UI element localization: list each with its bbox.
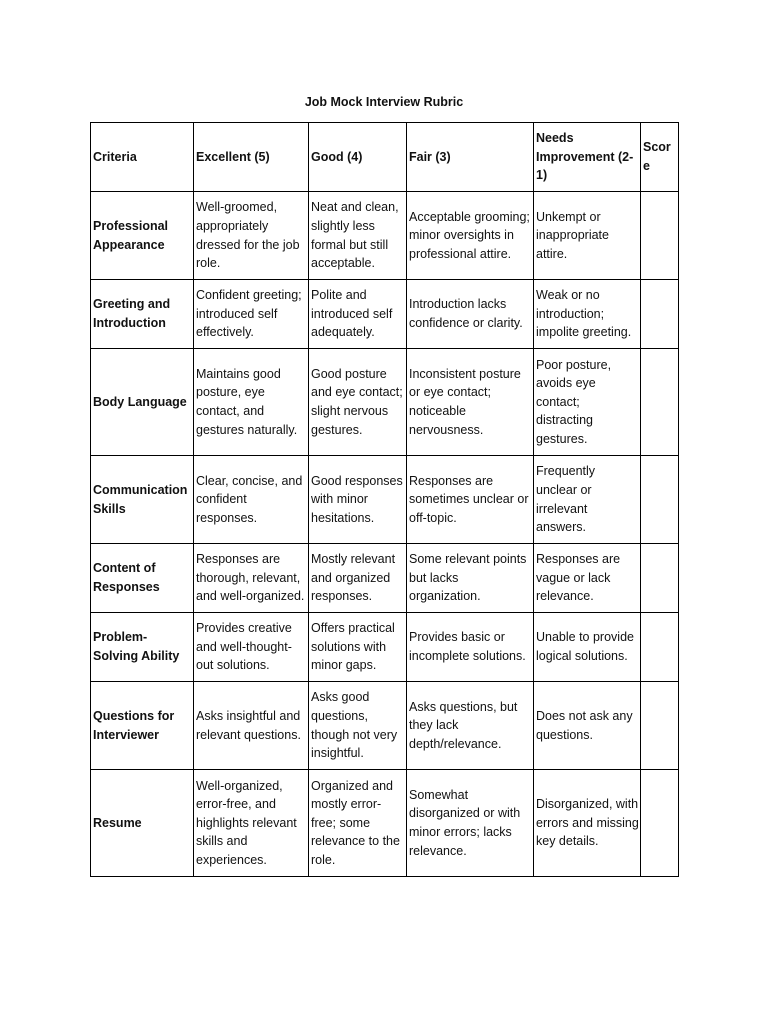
fair-cell: Some relevant points but lacks organization.: [407, 544, 534, 613]
table-header-row: [91, 123, 679, 192]
excellent-cell: Clear, concise, and confident responses.: [194, 456, 309, 544]
excellent-cell: Confident greeting; introduced self effectively.: [194, 280, 309, 349]
criterion-cell: Greeting and Introduction: [91, 280, 194, 349]
fair-cell: Asks questions, but they lack depth/relevance.: [407, 682, 534, 770]
excellent-cell: Maintains good posture, eye contact, and gestures naturally.: [194, 349, 309, 456]
table-row: [91, 280, 679, 349]
score-cell[interactable]: [641, 682, 679, 770]
table-row: [91, 544, 679, 613]
excellent-cell: Well-organized, error-free, and highlights relevant skills and experiences.: [194, 770, 309, 877]
table-row: [91, 682, 679, 770]
fair-cell: Introduction lacks confidence or clarity.: [407, 280, 534, 349]
table-row: [91, 770, 679, 877]
score-cell[interactable]: [641, 613, 679, 682]
good-cell: Polite and introduced self adequately.: [309, 280, 407, 349]
needs-improvement-cell: Responses are vague or lack relevance.: [534, 544, 641, 613]
criterion-cell: Communication Skills: [91, 456, 194, 544]
table-row: [91, 613, 679, 682]
score-cell[interactable]: [641, 456, 679, 544]
needs-improvement-cell: Disorganized, with errors and missing key details.: [534, 770, 641, 877]
table-row: [91, 456, 679, 544]
header-good: Good (4): [309, 123, 407, 192]
needs-improvement-cell: Poor posture, avoids eye contact; distracting gestures.: [534, 349, 641, 456]
criterion-cell: Resume: [91, 770, 194, 877]
rubric-table: [90, 122, 679, 877]
good-cell: Asks good questions, though not very insightful.: [309, 682, 407, 770]
score-cell[interactable]: [641, 192, 679, 280]
score-cell[interactable]: [641, 349, 679, 456]
header-fair: Fair (3): [407, 123, 534, 192]
good-cell: Good posture and eye contact; slight nervous gestures.: [309, 349, 407, 456]
good-cell: Organized and mostly error-free; some relevance to the role.: [309, 770, 407, 877]
needs-improvement-cell: Weak or no introduction; impolite greeting.: [534, 280, 641, 349]
criterion-cell: Content of Responses: [91, 544, 194, 613]
fair-cell: Acceptable grooming; minor oversights in professional attire.: [407, 192, 534, 280]
criterion-cell: Professional Appearance: [91, 192, 194, 280]
score-cell[interactable]: [641, 770, 679, 877]
criterion-cell: Questions for Interviewer: [91, 682, 194, 770]
fair-cell: Responses are sometimes unclear or off-topic.: [407, 456, 534, 544]
good-cell: Good responses with minor hesitations.: [309, 456, 407, 544]
header-criteria: Criteria: [91, 123, 194, 192]
needs-improvement-cell: Unable to provide logical solutions.: [534, 613, 641, 682]
good-cell: Mostly relevant and organized responses.: [309, 544, 407, 613]
good-cell: Offers practical solutions with minor gaps.: [309, 613, 407, 682]
table-row: [91, 192, 679, 280]
needs-improvement-cell: Frequently unclear or irrelevant answers.: [534, 456, 641, 544]
excellent-cell: Provides creative and well-thought-out solutions.: [194, 613, 309, 682]
needs-improvement-cell: Unkempt or inappropriate attire.: [534, 192, 641, 280]
good-cell: Neat and clean, slightly less formal but still acceptable.: [309, 192, 407, 280]
fair-cell: Somewhat disorganized or with minor errors; lacks relevance.: [407, 770, 534, 877]
header-score: Score: [641, 123, 679, 192]
excellent-cell: Asks insightful and relevant questions.: [194, 682, 309, 770]
needs-improvement-cell: Does not ask any questions.: [534, 682, 641, 770]
criterion-cell: Body Language: [91, 349, 194, 456]
score-cell[interactable]: [641, 280, 679, 349]
fair-cell: Provides basic or incomplete solutions.: [407, 613, 534, 682]
excellent-cell: Well-groomed, appropriately dressed for the job role.: [194, 192, 309, 280]
excellent-cell: Responses are thorough, relevant, and well-organized.: [194, 544, 309, 613]
header-excellent: Excellent (5): [194, 123, 309, 192]
table-row: [91, 349, 679, 456]
score-cell[interactable]: [641, 544, 679, 613]
document-title: Job Mock Interview Rubric: [304, 95, 464, 109]
header-needs-improvement: Needs Improvement (2-1): [534, 123, 641, 192]
criterion-cell: Problem-Solving Ability: [91, 613, 194, 682]
fair-cell: Inconsistent posture or eye contact; noticeable nervousness.: [407, 349, 534, 456]
